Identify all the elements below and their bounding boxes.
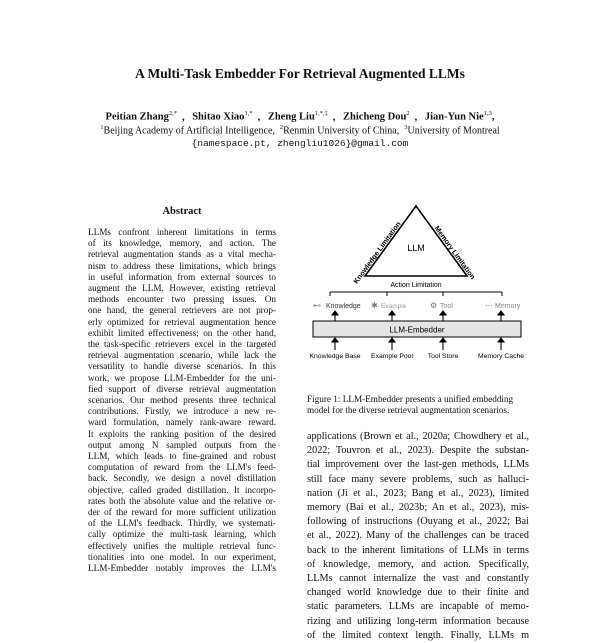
text-line: back to the inherent limitations of LLMs in terms bbox=[307, 544, 529, 556]
example-icon: ✱ bbox=[371, 301, 378, 310]
affiliation: Renmin University of China, bbox=[283, 125, 400, 137]
source-tool-store: Tool Store bbox=[427, 353, 459, 360]
text-line: the task-specific retrievers excel in the targeted bbox=[88, 339, 276, 350]
text-line: LLMs confront inherent limitations in terms bbox=[88, 227, 276, 237]
figure-diagram bbox=[305, 188, 527, 396]
text-line: der of the reward for more sufficient utilization bbox=[88, 507, 276, 518]
text-line: of the LLM's feedback. Thirdly, we systemati- bbox=[88, 518, 276, 529]
text-line: scenarios. Our method presents three technical bbox=[88, 395, 276, 406]
text-line: work, we propose LLM-Embedder for the uni- bbox=[88, 372, 276, 383]
memory-limitation-label: Memory Limitation bbox=[432, 224, 478, 282]
text-line: of the limited context length. Finally, LLMs m bbox=[307, 629, 529, 641]
text-line: cally optimize the multi-task learning, which bbox=[88, 529, 276, 540]
text-line: LLM-Embedder notably improves the LLM's bbox=[88, 563, 276, 574]
paper-title: A Multi-Task Embedder For Retrieval Augmented LLMs bbox=[135, 66, 465, 81]
author-list: Peitian Zhang$^{2,*}$ , Shitao Xiao$^{1,*}$ , Zheng Liu$^{1,*,\ddagger}$ , Zhicheng Dou$^2$ , Jian-Yun Nie$^{1,3}$, bbox=[105, 110, 495, 123]
author-sup: 2 bbox=[406, 110, 410, 117]
input-knowledge-label: Knowledge bbox=[326, 303, 361, 310]
text-line: LLM, which leads to fine-grained and robust bbox=[88, 451, 276, 462]
source-example-pool: Example Pool bbox=[371, 353, 413, 360]
affiliation: University of Montreal bbox=[407, 125, 500, 137]
author-name: Zhicheng Dou bbox=[343, 111, 407, 123]
figure-1 bbox=[305, 188, 527, 396]
tool-icon: ⚙ bbox=[430, 301, 438, 310]
text-line: fied support of diverse retrieval augmentation bbox=[88, 383, 276, 394]
text-line: et al., 2022). Many of the challenges can be traced bbox=[307, 530, 529, 542]
caption-line: model for the diverse retrieval augmentation scenarios. bbox=[307, 405, 510, 416]
author-sup: 1,* bbox=[244, 110, 253, 117]
text-line: effectively unifies the multiple retrieval func- bbox=[88, 540, 276, 551]
author-name: Peitian Zhang bbox=[105, 111, 169, 123]
author-sup: 1,*,‡ bbox=[314, 110, 328, 117]
text-line: output among N sampled outputs from the bbox=[88, 439, 276, 450]
author-name: Shitao Xiao bbox=[192, 111, 245, 123]
input-memory-label: Memory bbox=[495, 303, 521, 310]
action-limitation-label: Action Limitation bbox=[390, 282, 442, 289]
text-line: of its knowledge, memory, and action. The bbox=[88, 238, 276, 249]
text-line: rates both the absolute value and the relative or- bbox=[88, 495, 276, 506]
affiliation: Beijing Academy of Artificial Intelligence, bbox=[103, 125, 275, 137]
body-text-right bbox=[307, 430, 529, 643]
memory-icon: ⋯ bbox=[485, 301, 493, 310]
input-example-label: Example bbox=[381, 303, 407, 310]
source-memory-cache: Memory Cache bbox=[477, 353, 525, 360]
source-knowledge-base: Knowledge Base bbox=[309, 353, 361, 360]
text-line: rizing and utilizing long-term information because bbox=[307, 615, 529, 627]
text-line: nism to address these limitations, which brings bbox=[88, 260, 276, 271]
text-line: applications (Brown et al., 2020a; Chowdhery et al., bbox=[307, 431, 529, 442]
source-arrows bbox=[332, 338, 504, 350]
text-line: 2022; Touvron et al., 2023). Despite the substan- bbox=[307, 445, 529, 457]
author-name: Jian-Yun Nie bbox=[424, 111, 484, 123]
knowledge-icon: ⊷ bbox=[313, 301, 321, 310]
text-line: exhibit limited effectiveness; on the other hand, bbox=[88, 327, 276, 338]
author-name: Zheng Liu bbox=[267, 111, 315, 123]
text-line: erly optimized for retrieval augmentation hence bbox=[88, 316, 276, 327]
text-line: back. Secondly, we design a novel distillation bbox=[88, 473, 276, 484]
text-line: of knowledge, memory, and action. Specifically, bbox=[307, 558, 529, 570]
text-line: tial improvement over the last-gen methods, LLMs bbox=[307, 459, 529, 471]
affil-sup: 1 bbox=[100, 124, 104, 131]
affiliation-list bbox=[0, 124, 600, 136]
text-line: still face many severe problems, such as halluci- bbox=[307, 473, 529, 485]
text-line: versatility to handle diverse scenarios. In this bbox=[88, 361, 276, 372]
abstract-body bbox=[88, 227, 276, 574]
text-line: following of instructions (Ouyang et al., 2022; Bai bbox=[307, 516, 529, 528]
text-line: changed world knowledge due to their finite and bbox=[307, 587, 529, 599]
affil-sup: 2 bbox=[279, 124, 284, 131]
llm-embedder-label: LLM-Embedder bbox=[389, 325, 445, 335]
author-sup: 1,3 bbox=[483, 110, 492, 117]
affil-sup: 3 bbox=[404, 124, 408, 131]
text-line: memory (Bai et al., 2023b; An et al., 2023), mis- bbox=[307, 502, 529, 514]
text-line: contributions. Firstly, we introduce a new re- bbox=[88, 406, 276, 417]
upward-arrows bbox=[332, 311, 504, 321]
text-line: tionalities into one model. In our experiment, bbox=[88, 551, 276, 562]
caption-line: Figure 1: LLM-Embedder presents a unified embedding bbox=[307, 394, 514, 404]
llm-label: LLM bbox=[407, 243, 425, 253]
text-line: augment the LLM. However, existing retrieval bbox=[88, 283, 276, 294]
abstract-heading: Abstract bbox=[162, 206, 202, 217]
text-line: in useful information from external sources to bbox=[88, 271, 276, 282]
text-line: retrieval augmentation stands as a vital mecha- bbox=[88, 249, 276, 260]
text-line: nation (Ji et al., 2023; Bang et al., 2023), limited bbox=[307, 487, 529, 499]
author-sup: 2,* bbox=[168, 110, 177, 117]
input-tool-label: Tool bbox=[440, 303, 453, 310]
text-line: static parameters. LLMs are incapable of memo- bbox=[307, 601, 529, 613]
figure-caption bbox=[307, 394, 529, 417]
text-line: It exploits the ranking position of the desired bbox=[88, 428, 276, 439]
text-line: methods encounter two pressing issues. On bbox=[88, 294, 276, 305]
text-line: LLMs cannot internalize the vast and constantly bbox=[307, 573, 529, 585]
contact-emails: {namespace.pt, zhengliu1026}@gmail.com bbox=[191, 138, 409, 149]
text-line: one hand, the general retrievers are not prop- bbox=[88, 305, 276, 316]
text-line: ward formulation, namely rank-aware reward. bbox=[88, 417, 276, 428]
text-line: computation of reward from the LLM's feed- bbox=[88, 462, 276, 473]
text-line: objective, called graded distillation. It incorpo- bbox=[88, 484, 276, 495]
text-line: retrieval augmentation scenario, while lack the bbox=[88, 350, 276, 361]
knowledge-limitation-label: Knowledge Limitation bbox=[351, 219, 403, 286]
